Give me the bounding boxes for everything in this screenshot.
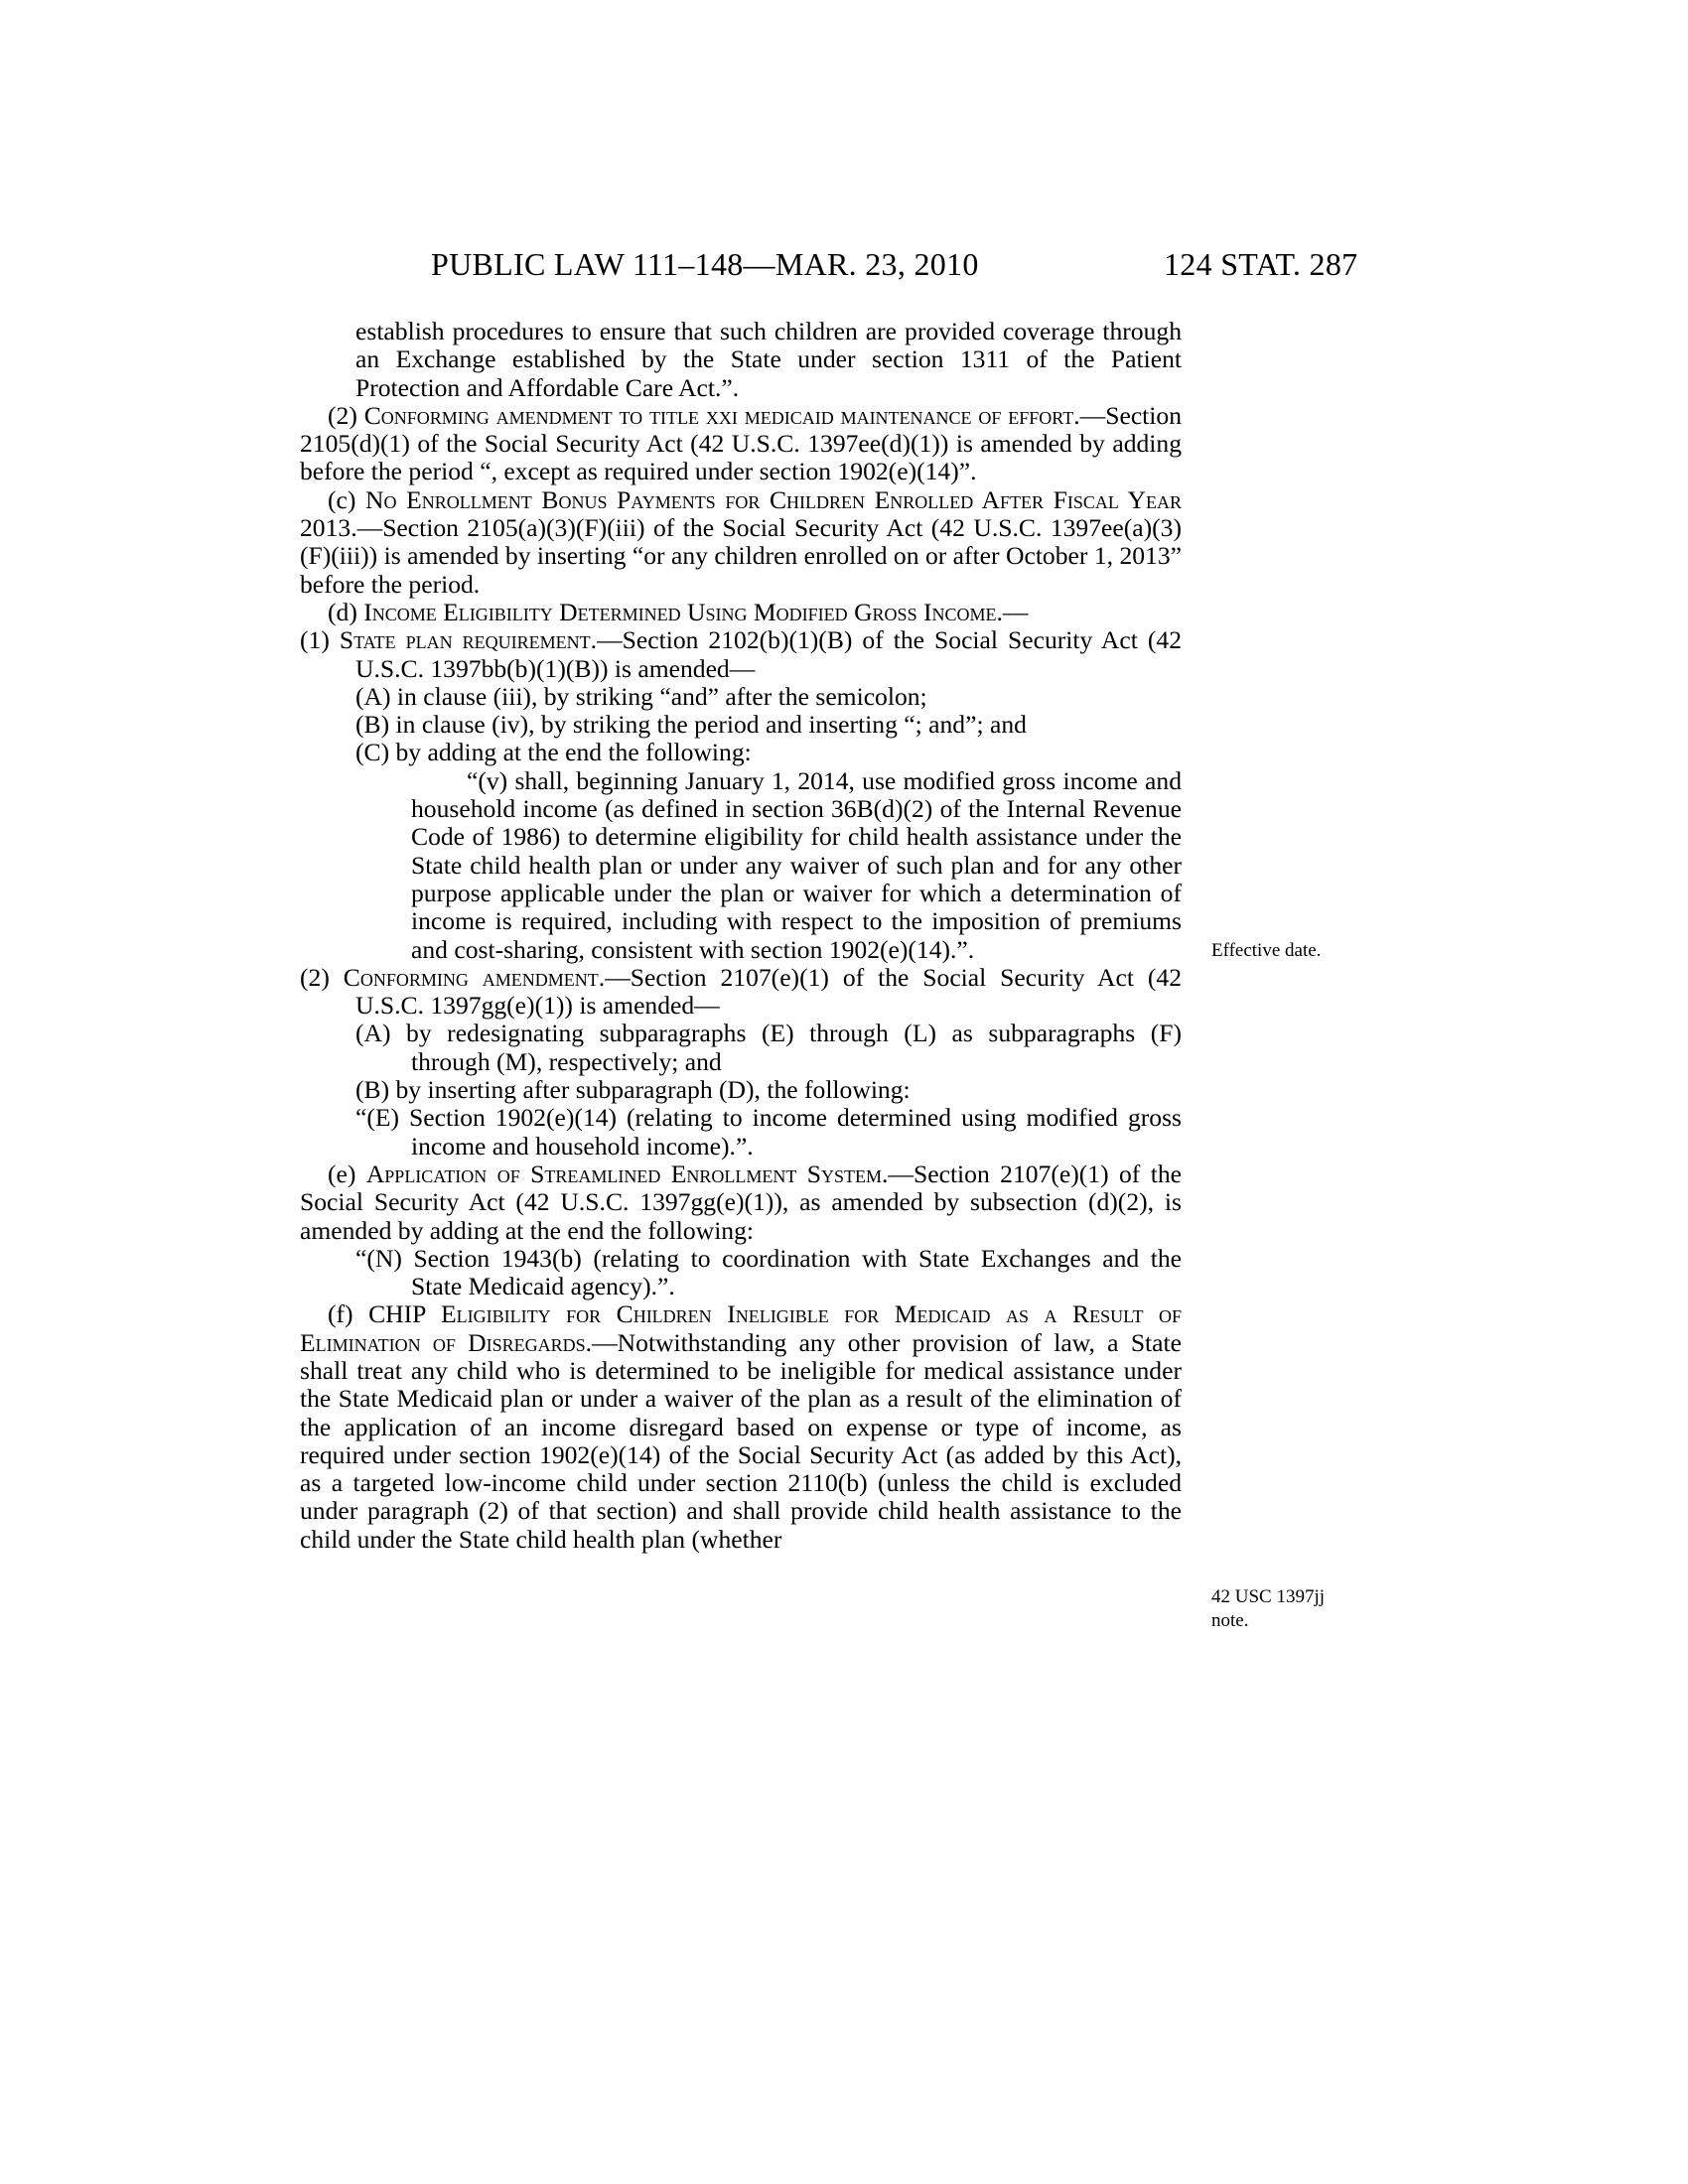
paragraph-conforming-amendment-title-xxi: (2) Conforming amendment to title xxi medicaid maintenance of effort.—Section 2105(d)(1) of the Social Security Act (42 U.S.C. 1397ee(d)(1)) is amended by adding before the period “, except as required under section 1902(e)(14)”. <box>300 400 1182 486</box>
paragraph-streamlined-enrollment: (e) Application of Streamlined Enrollment System.—Section 2107(e)(1) of the Social Security Act (42 U.S.C. 1397gg(e)(1)), as amended by subsection (d)(2), is amended by adding at the end the following: <box>300 1159 1182 1245</box>
paragraph-continuation: establish procedures to ensure that such children are provided coverage through an Exchange established by the State under section 1311 of the Patient Protection and Affordable Care Act.”. <box>355 317 1182 402</box>
subparagraph-c: (C) by adding at the end the following: <box>355 738 752 767</box>
margin-note-usc-line: note. <box>1211 1610 1249 1631</box>
paragraph-no-enrollment-bonus: (c) No Enrollment Bonus Payments for Children Enrolled After Fiscal Year 2013.—Section 2105(a)(3)(F)(iii) of the Social Security Act (42 U.S.C. 1397ee(a)(3)(F)(iii)) is amended by inserting “or any children enrolled on or after October 1, 2013” before the period. <box>300 484 1182 599</box>
section-heading: Conforming amendment. <box>343 962 606 992</box>
section-heading: Income Eligibility Determined Using Modified Gross Income. <box>363 597 1003 626</box>
section-heading: Application of Streamlined Enrollment System. <box>365 1159 889 1188</box>
section-heading: State plan requirement. <box>339 625 598 655</box>
subparagraph-a-redesignating: (A) by redesignating subparagraphs (E) through (L) as subparagraphs (F) through (M), respectively; and <box>355 1019 1182 1076</box>
subparagraph-a: (A) in clause (iii), by striking “and” after the semicolon; <box>355 681 927 711</box>
margin-note-usc-citation <box>1211 1585 1325 1633</box>
paragraph-income-eligibility: (d) Income Eligibility Determined Using Modified Gross Income.— <box>328 597 1029 626</box>
margin-note-effective-date: Effective date. <box>1211 940 1322 961</box>
inserted-subparagraph-n: “(N) Section 1943(b) (relating to coordination with State Exchanges and the State Medicaid agency).”. <box>355 1243 1182 1301</box>
subparagraph-b-inserting: (B) by inserting after subparagraph (D), the following: <box>355 1075 911 1105</box>
section-heading: CHIP Eligibility for Children Ineligible for Medicaid as a Result of Elimination of Disregards. <box>300 1299 1182 1357</box>
page-number: 124 STAT. 287 <box>1164 246 1358 282</box>
margin-note-usc-line: 42 USC 1397jj <box>1211 1586 1326 1607</box>
subparagraph-b: (B) in clause (iv), by striking the period and inserting “; and”; and <box>355 710 1027 740</box>
paragraph-state-plan-requirement: (1) State plan requirement.—Section 2102(b)(1)(B) of the Social Security Act (42 U.S.C. 1397bb(b)(1)(B)) is amended— <box>300 625 1182 683</box>
statute-text <box>300 318 1182 1554</box>
paragraph-conforming-amendment: (2) Conforming amendment.—Section 2107(e)(1) of the Social Security Act (42 U.S.C. 1397gg(e)(1)) is amended— <box>300 962 1182 1021</box>
section-heading: Conforming amendment to title xxi medicaid maintenance of effort. <box>363 400 1080 430</box>
section-heading: No Enrollment Bonus Payments for Children Enrolled After Fiscal Year 2013. <box>300 484 1182 543</box>
running-header-title: PUBLIC LAW 111–148—MAR. 23, 2010 <box>431 246 979 282</box>
paragraph-chip-eligibility: (f) CHIP Eligibility for Children Ineligible for Medicaid as a Result of Elimination of Disregards.—Notwithstanding any other provision of law, a State shall treat any child who is determined to be ineligible for medical assistance under the State Medicaid plan or under a waiver of the plan as a result of the elimination of the application of an income disregard based on expense or type of income, as required under section 1902(e)(14) of the Social Security Act (as added by this Act), as a targeted low-income child under section 2110(b) (unless the child is excluded under paragraph (2) of that section) and shall provide child health assistance to the child under the State child health plan (whether <box>300 1299 1182 1554</box>
inserted-clause-v: “(v) shall, beginning January 1, 2014, use modified gross income and household income (as defined in section 36B(d)(2) of the Internal Revenue Code of 1986) to determine eligibility for child health assistance under the State child health plan or under any waiver of such plan and for any other purpose applicable under the plan or waiver for which a determination of income is required, including with respect to the imposition of premiums and cost-sharing, consistent with section 1902(e)(14).”. <box>411 765 1182 964</box>
inserted-subparagraph-e: “(E) Section 1902(e)(14) (relating to income determined using modified gross income and household income).”. <box>355 1103 1182 1160</box>
